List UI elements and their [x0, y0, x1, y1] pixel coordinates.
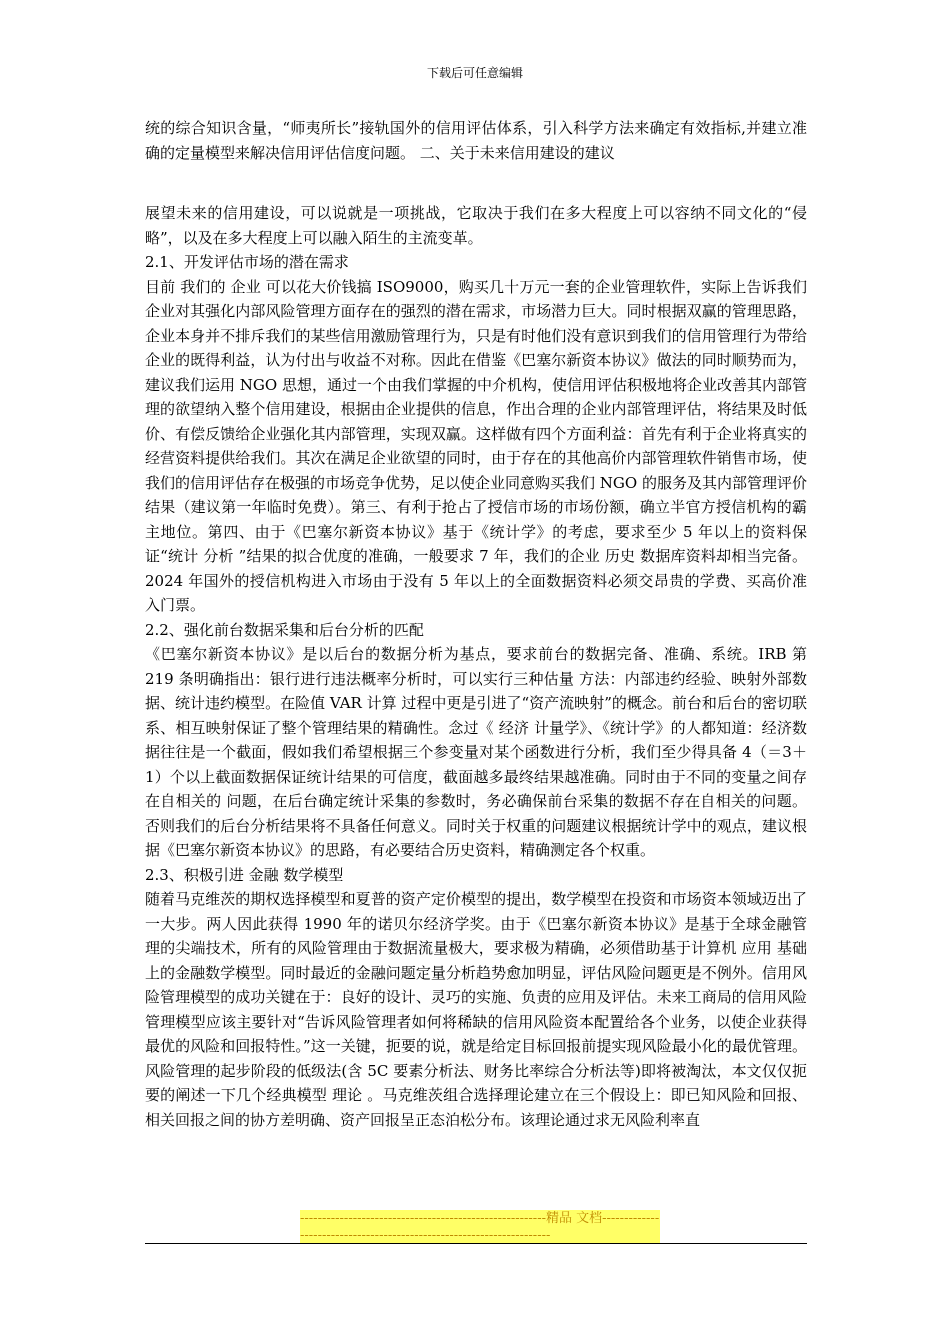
section-heading-2-1: 2.1、开发评估市场的潜在需求: [145, 253, 349, 271]
footer-divider: [145, 1243, 807, 1244]
paragraph-data-matching: 《巴塞尔新资本协议》是以后台的数据分析为基点，要求前台的数据完备、准确、系统。IRB 第 219 条明确指出：银行进行违法概率分析时，可以实行三种估量 方法：内部违约经验、映射外部数据、统计违约模型。在险值 VAR 计算 过程中更是引进了“资产流映射”的概念。前台和后台的密切联系、相互映射保证了整个管理结果的精确性。念过《 经济 计量学》、《统计学》的人都知道：经济数据往往是一个截面，假如我们希望根据三个参变量对某个函数进行分析，我们至少得具备 4（＝3＋1）个以上截面数据保证统计结果的可信度，截面越多最终结果越准确。同时由于不同的变量之间存在自相关的 问题，在后台确定统计采集的参数时，务必确保前台采集的数据不存在自相关的问题。否则我们的后台分析结果将不具备任何意义。同时关于权重的问题建议根据统计学中的观点，建议根据《巴塞尔新资本协议》的思路，有必要结合历史资料，精确测定各个权重。: [145, 645, 807, 859]
paragraph-market-demand: 目前 我们的 企业 可以花大价钱搞 ISO9000，购买几十万元一套的企业管理软件，实际上告诉我们企业对其强化内部风险管理方面存在的强烈的潜在需求，市场潜力巨大。同时根据双赢的管理思路，企业本身并不排斥我们的某些信用激励管理行为，只是有时他们没有意识到我们的信用管理行为带给企业的既得利益，认为付出与收益不对称。因此在借鉴《巴塞尔新资本协议》做法的同时顺势而为，建议我们运用 NGO 思想，通过一个由我们掌握的中介机构，使信用评估积极地将企业改善其内部管理的欲望纳入整个信用建设，根据由企业提供的信息，作出合理的企业内部管理评估，将结果及时低价、有偿反馈给企业强化其内部管理，实现双赢。这样做有四个方面利益：首先有利于企业将真实的经营资料提供给我们。其次在满足企业欲望的同时，由于存在的其他高价内部管理软件销售市场，使我们的信用评估存在极强的市场竞争优势，足以使企业同意购买我们 NGO 的服务及其内部管理评价结果（建议第一年临时免费）。第三、有利于抢占了授信市场的市场份额，确立半官方授信机构的霸主地位。第四、由于《巴塞尔新资本协议》基于《统计学》的考虑，要求至少 5 年以上的资料保证“统计 分析 ”结果的拟合优度的准确，一般要求 7 年，我们的企业 历史 数据库资料却相当完备。2024 年国外的授信机构进入市场由于没有 5 年以上的全面数据资料必须交昂贵的学费、买高价准入门票。: [145, 277, 807, 614]
document-body: [145, 116, 807, 1132]
paragraph-math-models: 随着马克维茨的期权选择模型和夏普的资产定价模型的提出，数学模型在投资和市场资本领域迈出了一大步。两人因此获得 1990 年的诺贝尔经济学奖。由于《巴塞尔新资本协议》是基于全球金融管理的尖端技术，所有的风险管理由于数据流量极大，要求极为精确，必须借助基于计算机 应用 基础上的金融数学模型。同时最近的金融问题定量分析趋势愈加明显，评估风险问题更是不例外。信用风险管理模型的成功关键在于：良好的设计、灵巧的实施、负责的应用及评估。未来工商局的信用风险管理模型应该主要针对“告诉风险管理者如何将稀缺的信用风险资本配置给各个业务，以使企业获得最优的风险和回报特性。”这一关键，扼要的说，就是给定目标回报前提实现风险最小化的最优管理。风险管理的起步阶段的低级法(含 5C 要素分析法、财务比率综合分析法等)即将被淘汰，本文仅仅扼要的阐述一下几个经典模型 理论 。马克维茨组合选择理论建立在三个假设上：即已知风险和回报、相关回报之间的协方差明确、资产回报呈正态泊松分布。该理论通过求无风险利率直: [145, 890, 807, 1129]
section-heading-2-2: 2.2、强化前台数据采集和后台分析的匹配: [145, 620, 424, 639]
section-heading-2-3: 2.3、积极引进 金融 数学模型: [145, 865, 344, 884]
paragraph-gap: [145, 165, 807, 201]
page-footer-watermark: --------------------------------------------------------精品 文档----------------------------------------------------------------------: [300, 1211, 660, 1243]
paragraph-intro: 统的综合知识含量，“师夷所长”接轨国外的信用评估体系，引入科学方法来确定有效指标,并建立准确的定量模型来解决信用评估信度问题。 二、关于未来信用建设的建议: [145, 119, 807, 162]
paragraph-outlook: 展望未来的信用建设，可以说就是一项挑战，它取决于我们在多大程度上可以容纳不同文化的“侵略”，以及在多大程度上可以融入陌生的主流变革。: [145, 204, 807, 247]
page-header: 下载后可任意编辑: [426, 66, 523, 80]
